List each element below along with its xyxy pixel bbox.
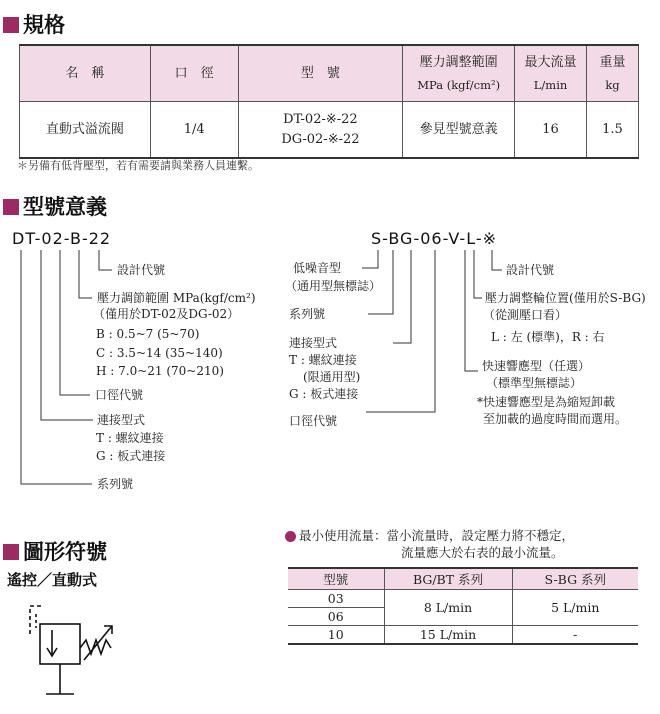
cell-bore: 1/4 <box>150 102 238 159</box>
right-connection-g: G : 板式連接 <box>289 387 359 401</box>
left-series: 系列號 <box>97 477 134 491</box>
cell-weight: 1.5 <box>587 102 639 159</box>
left-model-code: DT-02-B-22 <box>12 229 112 248</box>
right-handle-title: 壓力調整輪位置(僅用於S-BG) <box>485 291 646 305</box>
spec-note: ＊另備有低背壓型，若有需要請與業務人員連繫。 <box>17 159 259 172</box>
right-bore-code: 口徑代號 <box>289 414 338 428</box>
right-series: 系列號 <box>289 307 326 321</box>
header-weight: 重量 kg <box>587 45 639 102</box>
symbol-title: 圖形符號 <box>23 540 107 564</box>
left-connection-t: T : 螺紋連接 <box>96 431 164 445</box>
table-row <box>288 626 638 645</box>
min-flow-note-1: 最小使用流量：當小流量時，設定壓力將不穩定， <box>299 528 575 543</box>
right-model-code: S-BG-06-V-L-※ <box>371 229 498 248</box>
min-flow-bg-10: 15 L/min <box>384 626 512 645</box>
min-flow-bullet <box>285 531 296 542</box>
left-pressure-note: （僅用於DT-02及DG-02） <box>93 307 240 321</box>
min-flow-model-10: 10 <box>288 626 384 645</box>
min-flow-header-sbg: S-BG 系列 <box>512 568 638 590</box>
header-name: 名 稱 <box>20 45 151 102</box>
min-flow-model-06: 06 <box>327 609 344 624</box>
cell-name: 直動式溢流閥 <box>20 102 151 159</box>
min-flow-header-model: 型號 <box>288 568 384 590</box>
right-low-noise-note: （通用型無標誌） <box>285 279 382 293</box>
right-handle-options: L : 左 (標準)，R : 右 <box>491 330 605 344</box>
right-handle-note: （從測壓口看） <box>483 308 568 322</box>
min-flow-header-row <box>288 568 638 590</box>
right-connection-t-note: (限通用型) <box>303 370 361 384</box>
right-low-noise: 低噪音型 <box>293 261 342 275</box>
right-fast-title: 快速響應型（任選） <box>482 359 591 373</box>
cell-model: DT-02-※-22 DG-02-※-22 <box>238 102 403 159</box>
right-connection-title: 連接型式 <box>289 336 338 350</box>
header-bore: 口 徑 <box>150 45 238 102</box>
relief-valve-symbol-icon <box>16 596 126 706</box>
right-fast-desc-1: *快速響應型是為縮短卸載 <box>477 395 616 409</box>
section-marker <box>3 544 19 560</box>
header-model: 型 號 <box>238 45 403 102</box>
left-connection-title: 連接型式 <box>97 413 146 427</box>
min-flow-model-03: 03 <box>288 590 384 608</box>
left-bore-code: 口徑代號 <box>95 388 144 402</box>
model-meaning-title: 型號意義 <box>23 195 107 219</box>
left-pressure-h: H : 7.0~21 (70~210) <box>96 364 224 378</box>
right-design-code: 設計代號 <box>506 263 555 277</box>
min-flow-header-bg: BG/BT 系列 <box>384 568 512 590</box>
symbol-subtitle: 遙控／直動式 <box>7 571 98 589</box>
min-flow-table <box>288 567 638 645</box>
right-connection-t: T : 螺紋連接 <box>289 353 357 367</box>
left-design-code: 設計代號 <box>117 263 166 277</box>
header-flow: 最大流量 L/min <box>515 45 587 102</box>
right-fast-desc-2: 至加載的過度時間而選用。 <box>483 412 628 426</box>
min-flow-note-2: 流量應大於右表的最小流量。 <box>401 545 564 560</box>
left-pressure-b: B : 0.5~7 (5~70) <box>96 327 200 341</box>
min-flow-sbg-03-06: 5 L/min <box>512 590 638 626</box>
table-row <box>288 590 638 608</box>
min-flow-sbg-10: - <box>512 626 638 645</box>
spec-title: 規格 <box>23 13 65 37</box>
cell-pressure: 參見型號意義 <box>403 102 515 159</box>
left-pressure-c: C : 3.5~14 (35~140) <box>96 346 223 360</box>
left-connection-g: G : 板式連接 <box>96 449 166 463</box>
min-flow-bg-03-06: 8 L/min <box>384 590 512 626</box>
cell-flow: 16 <box>515 102 587 159</box>
header-pressure: 壓力調整範圍 MPa (kgf/cm²) <box>403 45 515 102</box>
right-fast-note: （標準型無標誌） <box>486 376 583 390</box>
left-pressure-title: 壓力調節範圍 MPa(kgf/cm²) <box>97 291 256 305</box>
